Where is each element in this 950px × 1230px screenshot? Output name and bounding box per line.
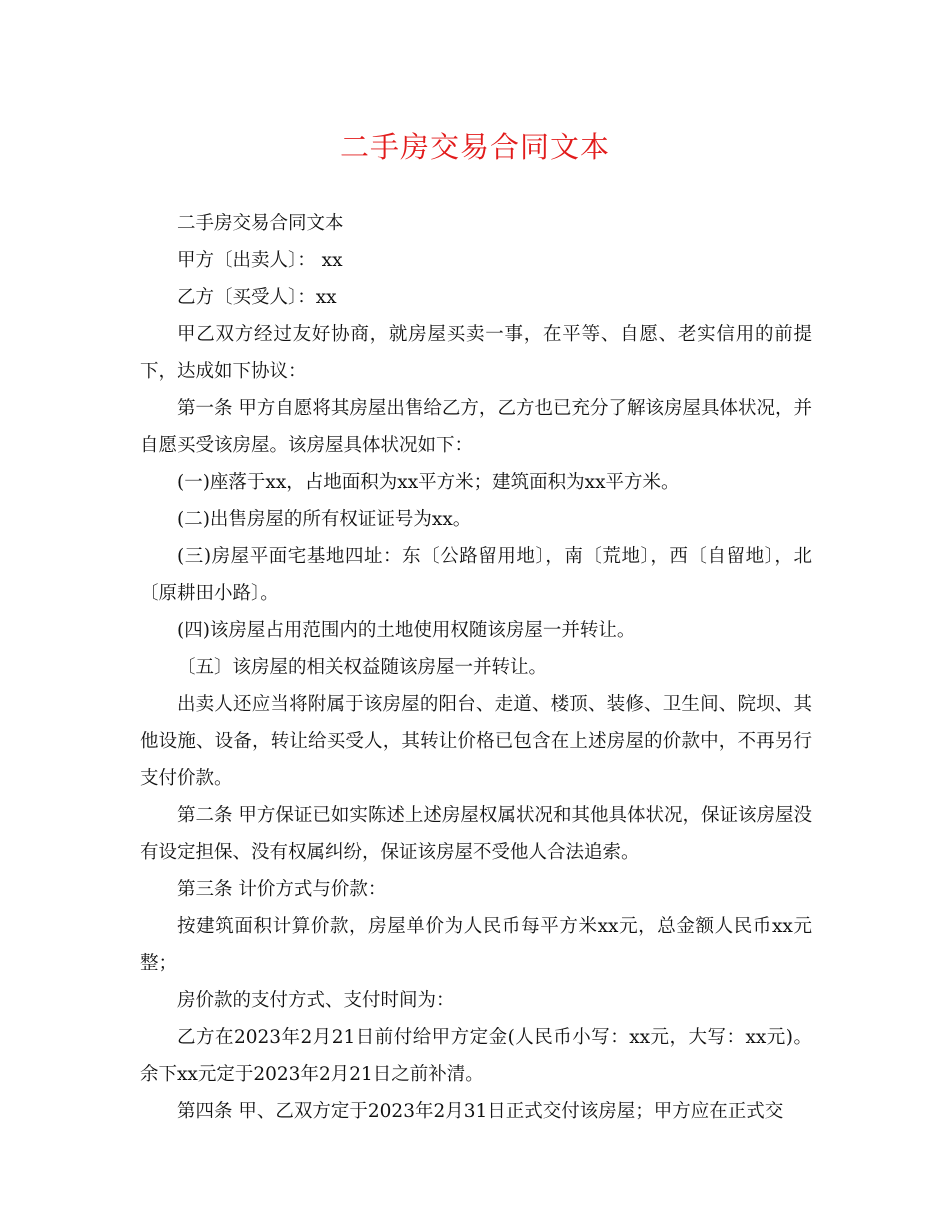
- party-b-line: 乙方〔买受人〕：xx: [177, 287, 337, 308]
- pricing-paragraph: 按建筑面积计算价款，房屋单价为人民币每平方米xx元，总金额人民币xx元整；: [140, 916, 812, 974]
- subtitle-paragraph: 二手房交易合同文本: [177, 213, 344, 234]
- page-title: 二手房交易合同文本: [339, 130, 610, 164]
- preamble-paragraph: 甲乙双方经过友好协商，就房屋买卖一事，在平等、自愿、老实信用的前提下，达成如下协议：: [140, 324, 812, 382]
- clause-2-certificate: (二)出售房屋的所有权证证号为xx。: [177, 509, 472, 530]
- clause-3-boundaries: (三)房屋平面宅基地四址：东〔公路留用地〕，南〔荒地〕，西〔自留地〕，北〔原耕田小路〕。: [140, 546, 812, 604]
- contract-body: [140, 205, 812, 1130]
- clause-4-land-use: (四)该房屋占用范围内的土地使用权随该房屋一并转让。: [177, 620, 636, 641]
- party-a-line: 甲方〔出卖人〕： xx: [177, 250, 343, 271]
- payment-method-heading: 房价款的支付方式、支付时间为：: [177, 990, 455, 1011]
- attachments-paragraph: 出卖人还应当将附属于该房屋的阳台、走道、楼顶、装修、卫生间、院坝、其他设施、设备，转让给买受人，其转让价格已包含在上述房屋的价款中，不再另行支付价款。: [140, 694, 812, 789]
- article-2-paragraph: 第二条 甲方保证已如实陈述上述房屋权属状况和其他具体状况，保证该房屋没有设定担保、没有权属纠纷，保证该房屋不受他人合法追索。: [140, 805, 812, 863]
- deposit-paragraph: 乙方在2023年2月21日前付给甲方定金(人民币小写：xx元，大写：xx元)。余下xx元定于2023年2月21日之前补清。: [140, 1027, 812, 1085]
- article-1-paragraph: 第一条 甲方自愿将其房屋出售给乙方，乙方也已充分了解该房屋具体状况，并自愿买受该房屋。该房屋具体状况如下：: [140, 398, 812, 456]
- clause-1-location: (一)座落于xx，占地面积为xx平方米；建筑面积为xx平方米。: [177, 472, 680, 493]
- article-4-paragraph: 第四条 甲、乙双方定于2023年2月31日正式交付该房屋；甲方应在正式交: [177, 1101, 784, 1122]
- article-3-heading: 第三条 计价方式与价款：: [177, 879, 387, 900]
- clause-5-rights: 〔五〕该房屋的相关权益随该房屋一并转让。: [177, 657, 548, 678]
